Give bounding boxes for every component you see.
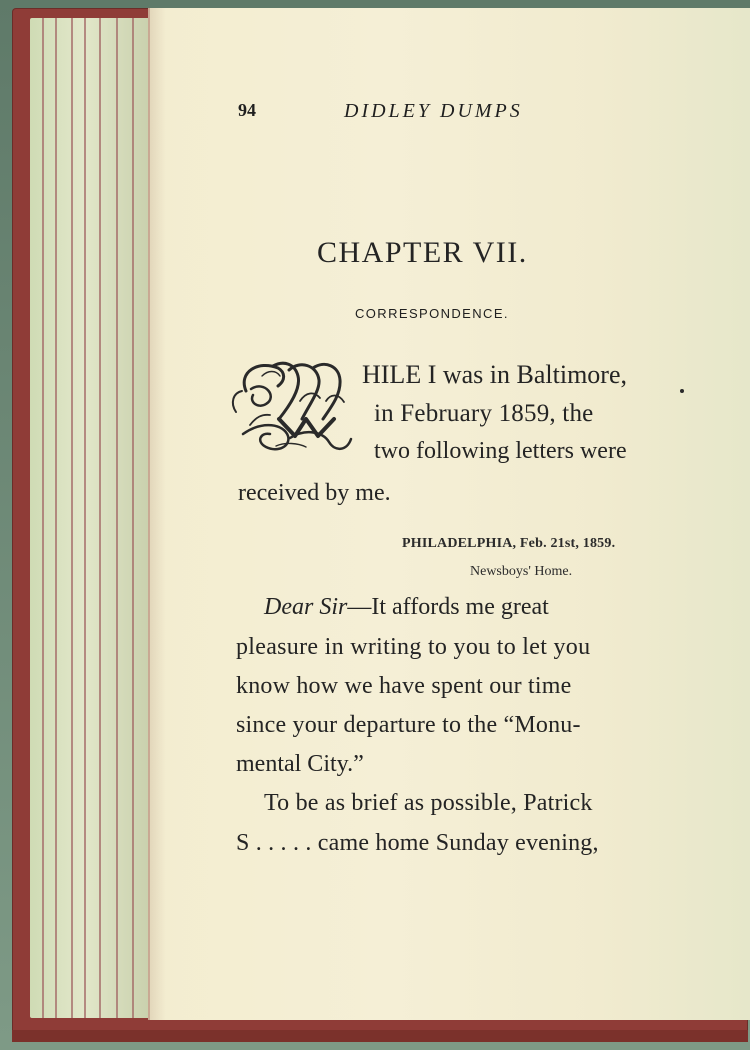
paper-speck [680, 389, 684, 393]
ornamental-initial-w-icon [228, 346, 360, 458]
letter-line-3: know how we have spent our time [236, 673, 572, 699]
page-edge-line [84, 18, 86, 1018]
opening-line-2: in February 1859, the [374, 400, 594, 427]
cover-shadow [12, 1030, 748, 1042]
letter-line-6: To be as brief as possible, Patrick [264, 790, 593, 816]
letter-location: Newsboys' Home. [470, 564, 573, 579]
letter-line-1 [264, 594, 549, 621]
page-edge-line [71, 18, 73, 1018]
letter-dateline: PHILADELPHIA, Feb. 21st, 1859. [402, 536, 616, 551]
letter-salutation: Dear Sir [264, 594, 348, 620]
letter-line-2: pleasure in writing to you to let you [236, 634, 591, 660]
letter-line-5: mental City.” [236, 751, 364, 777]
letter-line-7: S . . . . . came home Sunday evening, [236, 830, 599, 856]
page-edge-line [116, 18, 118, 1018]
page-number: 94 [238, 100, 256, 120]
page-edge-line [42, 18, 44, 1018]
opening-line-1: HILE I was in Baltimore, [362, 360, 627, 389]
page-gutter-shadow [148, 8, 166, 1020]
page-edge-line [55, 18, 57, 1018]
opening-line-4: received by me. [238, 480, 391, 506]
page-edge-line [99, 18, 101, 1018]
running-title: DIDLEY DUMPS [344, 100, 523, 122]
page-edge-line [132, 18, 134, 1018]
letter-line-4: since your departure to the “Monu- [236, 712, 581, 738]
book-page [148, 8, 750, 1020]
chapter-heading: CHAPTER VII. [317, 236, 528, 269]
opening-line-3: two following letters were [374, 438, 627, 464]
chapter-subtitle: CORRESPONDENCE. [355, 306, 509, 321]
letter-line-1-rest: —It affords me great [347, 594, 549, 620]
